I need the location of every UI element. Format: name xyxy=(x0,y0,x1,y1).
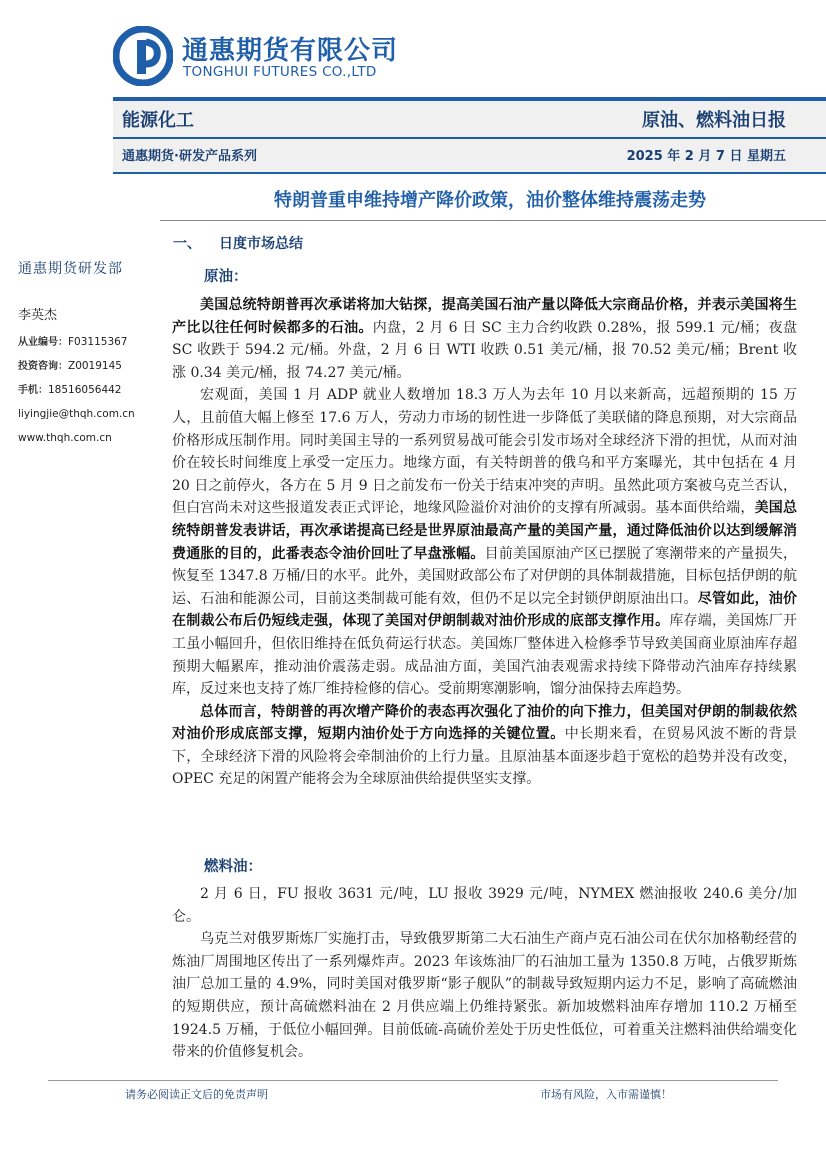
crude-p2-d: 尽管如此，油价在制裁公布后仍短线走强，体现了美国对伊朗制裁对油价形成的底部支撑作用。 xyxy=(172,590,798,630)
email-link[interactable]: liyingjie@thqh.com.cn xyxy=(18,408,135,420)
department: 通惠期货研发部 xyxy=(18,261,123,277)
report-type: 原油、燃料油日报 xyxy=(642,110,786,131)
crude-p3-bold: 总体而言，特朗普的再次增产降价的表态再次强化了油价的向下推力，但美国对伊朗的制裁依然对油价形成底部支撑，短期内油价处于方向选择的关键位置。 xyxy=(172,703,797,743)
footer-disclaimer: 请务必阅读正文后的免责声明 xyxy=(125,1088,268,1101)
phone-row xyxy=(18,381,158,396)
crude-oil-heading: 原油： xyxy=(204,269,248,285)
license-value: F03115367 xyxy=(68,336,128,348)
license-row xyxy=(18,333,158,348)
crude-paragraph-3 xyxy=(172,701,797,791)
analyst-sidebar xyxy=(18,258,158,453)
crude-paragraph-1 xyxy=(172,294,797,384)
fuel-oil-body xyxy=(172,883,797,1064)
footer-risk-note: 市场有风险，入市需谨慎！ xyxy=(540,1088,672,1101)
crude-paragraph-2 xyxy=(172,384,797,700)
crude-p1-bold: 美国总统特朗普再次承诺将加大钻探，提高美国石油产量以降低大宗商品价格，并表示美国将生产比以往任何时候都多的石油。 xyxy=(172,297,797,336)
crude-p1-text: 内盘，2 月 6 日 SC 主力合约收跌 0.28%，报 599.1 元/桶；夜盘 SC 收跌于 594.2 元/桶。外盘，2 月 6 日 WTI 收跌 0.51 美元/桶，报 70.52 美元/桶；Brent 收涨 0.34 美元/桶，报 74.27 美元/桶。 xyxy=(172,319,797,381)
website-link[interactable]: www.thqh.com.cn xyxy=(18,432,112,444)
page-title: 特朗普重申维持增产降价政策，油价整体维持震荡走势 xyxy=(274,190,706,211)
license-label: 从业编号： xyxy=(18,337,68,348)
fuel-oil-heading: 燃料油： xyxy=(204,859,262,875)
crude-p3-text: 中长期来看，在贸易风波不断的背景下，全球经济下滑的风险将会牵制油价的上行力量。且原油基本面逐步趋于宽松的趋势并没有改变，OPEC 充足的闲置产能将会为全球原油供给提供坚实支撑。 xyxy=(172,726,798,788)
crude-p2-b: 美国总统特朗普发表讲话，再次承诺提高已经是世界原油最高产量的美国产量，通过降低油价以达到缓解消费通胀的目的，此番表态令油价回吐了早盘涨幅。 xyxy=(172,500,798,562)
footer-divider xyxy=(48,1080,778,1081)
advisory-value: Z0019145 xyxy=(68,360,122,372)
advisory-label: 投资咨询： xyxy=(18,361,68,372)
fuel-paragraph-2: 乌克兰对俄罗斯炼厂实施打击，导致俄罗斯第二大石油生产商卢克石油公司在伏尔加格勒经营的炼油厂周围地区传出了一系列爆炸声。2023 年该炼油厂的石油加工量为 1350.8 万吨，占俄罗斯炼油厂总加工量的 4.9%，同时美国对俄罗斯“影子舰队”的制裁导致短期内运力不足，影响了高硫燃油的短期供应，预计高硫燃料油在 2 月供应端上仍维持紧张。新加坡燃料油库存增加 110.2 万桶至 1924.5 万桶，于低位小幅回弹。目前低硫-高硫价差处于历史性低位，可着重关注燃料油供给端变化带来的价值修复机会。 xyxy=(172,931,797,1061)
band-top-divider xyxy=(113,97,826,101)
fuel-paragraph-1: 2 月 6 日，FU 报收 3631 元/吨，LU 报收 3929 元/吨，NYMEX 燃油报收 240.6 美分/加仑。 xyxy=(172,886,797,925)
sector-label: 能源化工 xyxy=(122,110,194,131)
phone-label: 手机： xyxy=(18,385,48,396)
advisory-row xyxy=(18,357,158,372)
analyst-name: 李英杰 xyxy=(18,308,58,323)
band-middle-divider xyxy=(113,137,826,139)
section-number: 一、 xyxy=(173,236,201,252)
series-label: 通惠期货·研发产品系列 xyxy=(122,149,257,164)
phone-value: 18516056442 xyxy=(48,384,122,396)
band-bottom-divider xyxy=(113,172,826,174)
company-name-en: TONGHUI FUTURES CO.,LTD xyxy=(183,64,377,80)
headline-divider xyxy=(160,220,826,221)
report-date: 2025 年 2 月 7 日 星期五 xyxy=(626,149,786,164)
crude-oil-body xyxy=(172,294,797,791)
section-heading xyxy=(173,233,303,253)
crude-p2-a: 宏观面，美国 1 月 ADP 就业人数增加 18.3 万人为去年 10 月以来新高，远超预期的 15 万人，且前值大幅上修至 17.6 万人，劳动力市场的韧性进一步降低了美联储的降息预期，对大宗商品价格形成压制作用。同时美国主导的一系列贸易战可能会引发市场对全球经济下滑的担忧，从而对油价在较长时间维度上承受一定压力。地缘方面，有关特朗普的俄乌和平方案曝光，其中包括在 4 月 20 日之前停火，各方在 5 月 9 日之前发布一份关于结束冲突的声明。虽然此项方案被乌克兰否认，但白宫尚未对这些报道发表正式评论，地缘风险溢价对油价的支撑有所减弱。基本面供给端， xyxy=(172,387,797,517)
tonghui-logo-icon xyxy=(113,26,173,86)
section-title: 日度市场总结 xyxy=(219,236,303,252)
crude-p2-c: 目前美国原油产区已摆脱了寒潮带来的产量损失，恢复至 1347.8 万桶/日的水平。此外，美国财政部公布了对伊朗的具体制裁措施，目标包括伊朗的航运、石油和能源公司，目前这类制裁可能有效，但仍不足以完全封锁伊朗原油出口。 xyxy=(172,545,798,607)
company-name-cn: 通惠期货有限公司 xyxy=(182,36,399,66)
crude-p2-e: 库存端，美国炼厂开工虽小幅回升，但依旧维持在低负荷运行状态。美国炼厂整体进入检修季节导致美国商业原油库存超预期大幅累库，推动油价震荡走弱。成品油方面，美国汽油表观需求持续下降带动汽油库存持续累库，反过来也支持了炼厂维持检修的信心。受前期寒潮影响，馏分油保持去库趋势。 xyxy=(172,613,798,698)
report-header xyxy=(0,0,826,100)
